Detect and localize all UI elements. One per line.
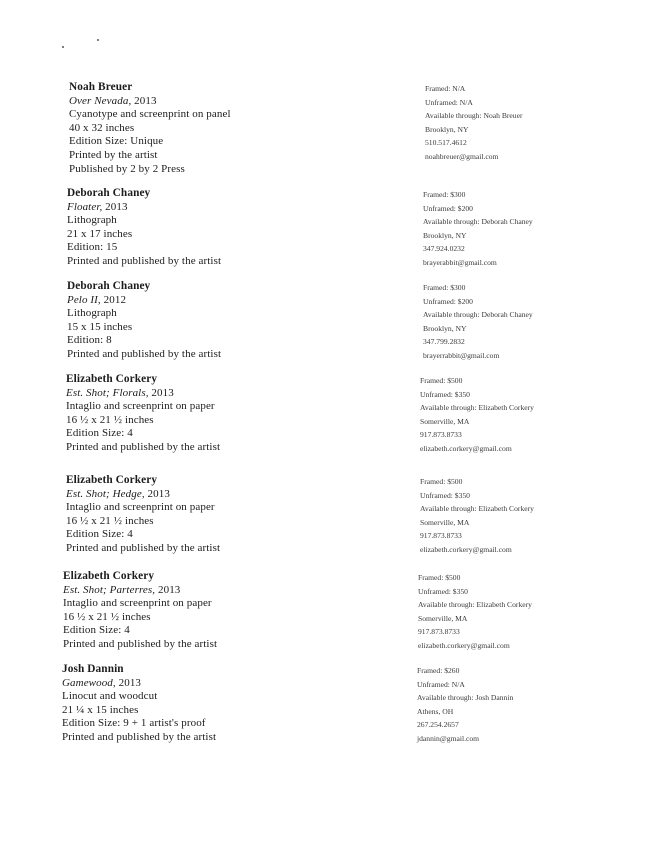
title-line <box>63 584 393 598</box>
framed-price: Framed: $300 <box>423 190 466 199</box>
title-line <box>67 201 397 215</box>
artist-name: Elizabeth Corkery <box>63 570 155 582</box>
available-through: Available through: Elizabeth Corkery <box>420 504 534 514</box>
printer: Printed by the artist <box>69 148 158 161</box>
email: brayerrabbit@gmail.com <box>423 350 500 360</box>
edition: Edition Size: 9 + 1 artist's proof <box>62 717 206 730</box>
artwork-title: Est. Shot; Florals, <box>66 386 149 399</box>
edition: Edition: 8 <box>67 334 112 347</box>
location: Brooklyn, NY <box>423 230 467 240</box>
location: Brooklyn, NY <box>423 323 467 333</box>
printer-publisher: Printed and published by the artist <box>67 347 222 360</box>
edition: Edition Size: 4 <box>66 427 133 440</box>
artwork-title: Over Nevada, <box>69 94 132 107</box>
phone: 917.873.8733 <box>420 430 462 440</box>
printer-publisher: Printed and published by the artist <box>66 440 221 453</box>
location: Brooklyn, NY <box>425 124 469 134</box>
available-through: Available through: Josh Dannin <box>417 693 514 703</box>
framed-price: Framed: N/A <box>425 84 466 93</box>
location: Somerville, MA <box>420 517 470 527</box>
phone: 347.799.2832 <box>423 337 465 347</box>
edition: Edition: 15 <box>67 241 118 254</box>
edition: Edition Size: 4 <box>63 624 130 637</box>
scan-speck <box>62 46 64 48</box>
location: Athens, OH <box>417 706 454 716</box>
printer-publisher: Printed and published by the artist <box>63 637 218 650</box>
artwork-title: Est. Shot; Hedge, <box>66 487 145 500</box>
medium: Intaglio and screenprint on paper <box>66 501 215 514</box>
artwork-title: Est. Shot; Parterres, <box>63 583 156 596</box>
phone: 267.254.2657 <box>417 720 459 730</box>
unframed-price: Unframed: N/A <box>417 679 465 689</box>
location: Somerville, MA <box>418 613 468 623</box>
dimensions: 16 ½ x 21 ½ inches <box>66 413 154 426</box>
title-line <box>62 677 392 691</box>
phone: 510.517.4612 <box>425 138 467 148</box>
artwork-year: 2013 <box>115 676 142 689</box>
framed-price: Framed: $500 <box>420 376 463 385</box>
phone: 917.873.8733 <box>418 627 460 637</box>
medium: Intaglio and screenprint on paper <box>63 597 212 610</box>
email: brayerabbit@gmail.com <box>423 257 497 267</box>
phone: 347.924.0232 <box>423 244 465 254</box>
artwork-year: 2013 <box>144 487 170 500</box>
unframed-price: Unframed: $350 <box>420 389 470 399</box>
dimensions: 40 x 32 inches <box>69 121 135 134</box>
unframed-price: Unframed: N/A <box>425 97 473 107</box>
medium: Lithograph <box>67 307 117 320</box>
available-through: Available through: Elizabeth Corkery <box>418 600 532 610</box>
title-line <box>67 294 397 308</box>
dimensions: 15 x 15 inches <box>67 320 133 333</box>
dimensions: 21 ¼ x 15 inches <box>62 703 139 716</box>
available-through: Available through: Elizabeth Corkery <box>420 403 534 413</box>
medium: Intaglio and screenprint on paper <box>66 400 215 413</box>
title-line <box>69 95 399 109</box>
available-through: Available through: Deborah Chaney <box>423 310 533 320</box>
edition: Edition Size: 4 <box>66 528 133 541</box>
medium: Linocut and woodcut <box>62 690 158 703</box>
framed-price: Framed: $300 <box>423 283 466 292</box>
artwork-title: Gamewood, <box>62 676 116 689</box>
unframed-price: Unframed: $350 <box>418 586 468 596</box>
framed-price: Framed: $500 <box>420 477 463 486</box>
framed-price: Framed: $260 <box>417 666 460 675</box>
medium: Lithograph <box>67 214 117 227</box>
phone: 917.873.8733 <box>420 531 462 541</box>
dimensions: 16 ½ x 21 ½ inches <box>63 610 151 623</box>
artwork-year: 2013 <box>131 94 157 107</box>
artwork-title: Pelo II, <box>67 293 101 306</box>
location: Somerville, MA <box>420 416 470 426</box>
scan-speck <box>97 39 99 41</box>
email: jdannin@gmail.com <box>417 733 480 743</box>
artist-name: Noah Breuer <box>69 81 133 93</box>
artwork-year: 2013 <box>148 386 174 399</box>
available-through: Available through: Deborah Chaney <box>423 217 533 227</box>
artwork-title: Floater, <box>67 200 103 213</box>
available-through: Available through: Noah Breuer <box>425 111 523 121</box>
artist-name: Deborah Chaney <box>67 280 151 292</box>
printer-publisher: Printed and published by the artist <box>62 730 217 743</box>
artwork-year: 2012 <box>100 293 127 306</box>
edition: Edition Size: Unique <box>69 135 164 148</box>
medium: Cyanotype and screenprint on panel <box>69 108 231 121</box>
dimensions: 21 x 17 inches <box>67 227 133 240</box>
artist-name: Josh Dannin <box>62 663 124 675</box>
framed-price: Framed: $500 <box>418 573 461 582</box>
title-line <box>66 387 396 401</box>
unframed-price: Unframed: $200 <box>423 203 473 213</box>
email: elizabeth.corkery@gmail.com <box>420 544 512 554</box>
email: elizabeth.corkery@gmail.com <box>420 443 512 453</box>
publisher: Published by 2 by 2 Press <box>69 162 185 175</box>
printer-publisher: Printed and published by the artist <box>67 254 222 267</box>
artwork-year: 2013 <box>102 200 128 213</box>
title-line <box>66 488 396 502</box>
artist-name: Deborah Chaney <box>67 187 151 199</box>
unframed-price: Unframed: $200 <box>423 296 473 306</box>
dimensions: 16 ½ x 21 ½ inches <box>66 514 154 527</box>
unframed-price: Unframed: $350 <box>420 490 470 500</box>
email: elizabeth.corkery@gmail.com <box>418 640 510 650</box>
email: noahbreuer@gmail.com <box>425 151 499 161</box>
artist-name: Elizabeth Corkery <box>66 474 158 486</box>
printer-publisher: Printed and published by the artist <box>66 541 221 554</box>
artwork-year: 2013 <box>155 583 181 596</box>
artist-name: Elizabeth Corkery <box>66 373 158 385</box>
